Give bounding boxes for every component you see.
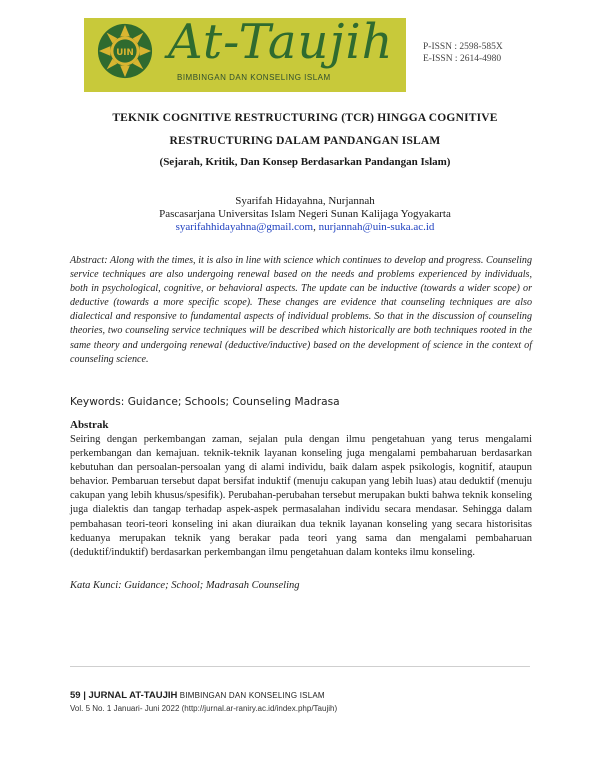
- article-title-line1: TEKNIK COGNITIVE RESTRUCTURING (TCR) HINGGA COGNITIVE: [112, 112, 498, 124]
- author-emails: [70, 221, 540, 233]
- issn-block: [423, 41, 503, 65]
- footer-journal-tail: BIMBINGAN DAN KONSELING ISLAM: [177, 691, 325, 700]
- journal-name: At-Taujih: [168, 14, 394, 70]
- article-authors: Syarifah Hidayahna, Nurjannah: [235, 195, 375, 207]
- footer-divider: [70, 666, 530, 667]
- email-separator: ,: [313, 221, 319, 233]
- footer-separator: |: [80, 690, 89, 701]
- issn-print: P-ISSN : 2598-585X: [423, 42, 503, 52]
- issn-online: E-ISSN : 2614-4980: [423, 54, 502, 64]
- kata-kunci: Kata Kunci: Guidance; School; Madrasah Counseling: [70, 580, 300, 591]
- footer-volume-line: Vol. 5 No. 1 Januari- Juni 2022 (http://jurnal.ar-raniry.ac.id/index.php/Taujih): [70, 704, 338, 713]
- article-affiliation: Pascasarjana Universitas Islam Negeri Sunan Kalijaga Yogyakarta: [159, 208, 451, 220]
- abstrak-heading: Abstrak: [70, 419, 109, 431]
- university-seal-icon: [96, 22, 154, 80]
- email-link-1[interactable]: syarifahhidayahna@gmail.com: [175, 221, 314, 233]
- article-title-line2: RESTRUCTURING DALAM PANDANGAN ISLAM: [169, 135, 441, 147]
- email-link-2[interactable]: nurjannah@uin-suka.ac.id: [318, 221, 435, 233]
- footer-journal-name: JURNAL AT-TAUJIH: [88, 690, 178, 701]
- abstract-english: Abstract: Along with the times, it is also in line with science which continues to develop and progress. Counseling service techniques are also undergoing renewal based on the needs and problems experienced by individuals, both in psychological, cognitive, or behavioral aspects. The update can be inductive (towards a wider scope) or deductive (towards a more specific scope). These changes are evidence that counseling techniques are also dialectical and responsive to fundamental aspects of individual problems. So that in the discussion of counseling theories, two counseling service techniques will be described which historically are both techniques rooted in the same theory and undergoing renewal (deductive/inductive) based on the development of science in the context of counseling science.: [70, 255, 532, 365]
- footer-page-number: 59: [70, 690, 81, 701]
- logo-text: UIN: [116, 47, 134, 58]
- footer-journal-line: [70, 690, 325, 701]
- uin-logo: [96, 22, 154, 80]
- journal-subtitle: BIMBINGAN DAN KONSELING ISLAM: [177, 73, 331, 82]
- abstrak-body: Seiring dengan perkembangan zaman, sejalan pula dengan ilmu pengetahuan yang terus mengalami perkembangan dan kemajuan. teknik-teknik layanan konseling juga mengalami pembaharuan berdasarkan kebutuhan dan persoalan-persoalan yang di alami individu, baik dalam aspek psikologis, kognitif, ataupun behavior. Pembaruan tersebut dapat bersifat induktif (menuju cakupan yang lebih luas) atau deduktif (menuju cakupan yang lebih khusus/spesifik). Perubahan-perubahan tersebut merupakan bukti bahwa teknik konseling juga dialektis dan tangap terhadap aspek-aspek permasalahan individu secara mendasar. Sehingga dalam pembahasan teori-teori konseling ini akan diuraikan dua teknik layanan konseling yang secara historisitas keduanya merupakan teknik yang berakar pada teori yang sama dan mengalami pembaharuan (deduktif/induktif) berdasarkan perkembangan ilmu pengetahuan dalam konteks ilmu konseling.: [70, 434, 532, 558]
- article-subtitle: (Sejarah, Kritik, Dan Konsep Berdasarkan Pandangan Islam): [159, 156, 451, 168]
- keywords-english: Keywords: Guidance; Schools; Counseling Madrasa: [70, 396, 340, 408]
